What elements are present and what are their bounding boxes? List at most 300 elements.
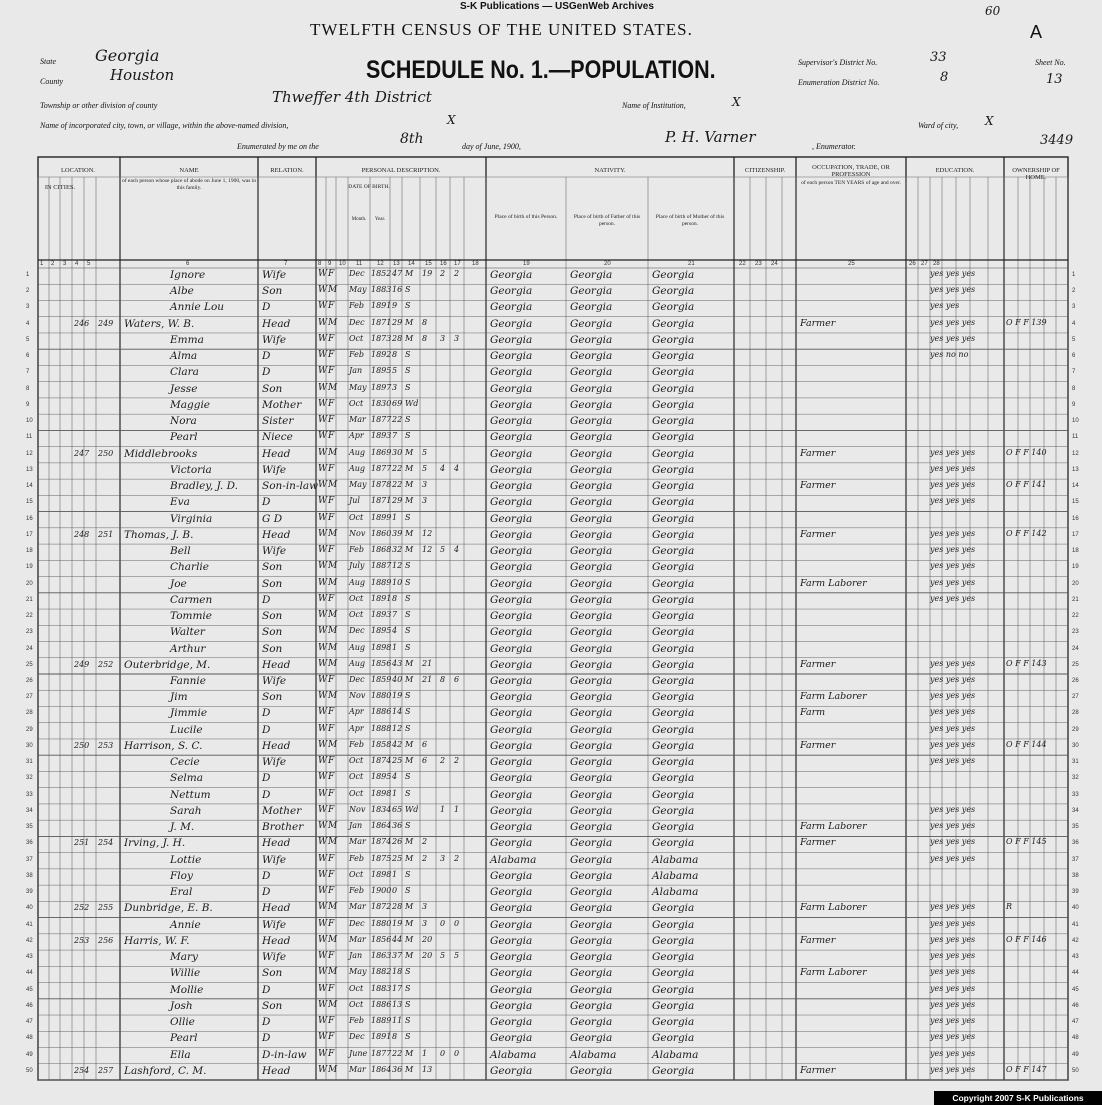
row-number: 4 — [26, 320, 30, 327]
row-number: 20 — [26, 580, 33, 587]
birthplace-mother: Georgia — [652, 431, 695, 444]
row-number: 23 — [26, 629, 33, 636]
education: yes yes yes — [930, 837, 976, 847]
row-number-right: 6 — [1072, 353, 1076, 360]
birthplace-person: Alabama — [490, 1048, 537, 1061]
race: W — [318, 528, 328, 539]
state-value: Georgia — [95, 46, 160, 65]
education: yes yes yes — [930, 902, 976, 912]
birth-year: 1858 — [371, 739, 392, 749]
race: W — [318, 772, 328, 783]
row-number-right: 23 — [1072, 629, 1079, 636]
sex: M — [328, 480, 338, 491]
person-name: Ollie — [170, 1016, 195, 1029]
occupation: Farmer — [800, 447, 836, 459]
row-number: 21 — [26, 596, 33, 603]
column-number: 20 — [604, 261, 611, 267]
age: 47 — [392, 269, 403, 278]
children-born: 3 — [440, 333, 446, 343]
dwelling-number: 248 — [74, 529, 90, 539]
row-number-right: 18 — [1072, 548, 1079, 555]
person-name: Ella — [170, 1048, 191, 1061]
dwelling-number: 252 — [74, 903, 90, 913]
hdr-location: LOCATION. — [60, 167, 96, 174]
family-number: 257 — [98, 1065, 114, 1075]
birth-year: 1900 — [371, 886, 392, 896]
column-number: 15 — [425, 261, 432, 267]
column-number: 4 — [75, 261, 79, 267]
birthplace-person: Georgia — [490, 285, 533, 298]
marital-status: M — [405, 1064, 414, 1074]
age: 42 — [392, 739, 403, 749]
race: W — [318, 886, 328, 897]
ownership: O F F 145 — [1006, 837, 1047, 847]
birth-year: 1887 — [371, 561, 392, 571]
children-born: 5 — [440, 951, 446, 961]
birth-year: 1889 — [371, 1016, 392, 1026]
person-name: Pearl — [170, 1032, 198, 1045]
sex: M — [328, 285, 338, 296]
person-name: Mollie — [170, 983, 204, 996]
birthplace-father: Georgia — [570, 675, 613, 687]
birthplace-father: Georgia — [570, 512, 613, 525]
age: 22 — [392, 1048, 403, 1058]
row-number-right: 15 — [1072, 499, 1079, 506]
birthplace-mother: Georgia — [652, 301, 695, 314]
age: 18 — [392, 967, 403, 977]
birthplace-person: Georgia — [490, 626, 533, 639]
birth-year: 1872 — [371, 902, 392, 912]
children-born: 1 — [440, 804, 446, 814]
race: W — [318, 512, 328, 523]
birthplace-person: Georgia — [490, 886, 533, 899]
person-name: Alma — [170, 350, 198, 363]
birth-month: Aug — [349, 463, 366, 473]
race: W — [318, 626, 328, 637]
age: 44 — [392, 934, 403, 944]
sex: F — [328, 333, 335, 344]
marital-status: M — [405, 545, 414, 555]
row-number-right: 34 — [1072, 807, 1079, 814]
birth-year: 1864 — [371, 821, 392, 831]
corner-mark: 60 — [985, 4, 1001, 18]
birth-month: Jan — [349, 366, 363, 376]
row-number: 15 — [26, 499, 33, 506]
marital-status: Wd — [405, 398, 419, 408]
birthplace-person: Georgia — [490, 756, 533, 769]
sex: M — [328, 382, 338, 393]
birthplace-mother: Georgia — [652, 642, 695, 655]
age: 8 — [392, 1032, 398, 1042]
ownership: R — [1006, 902, 1013, 912]
marital-status: M — [405, 902, 414, 912]
birthplace-father: Georgia — [570, 1032, 613, 1045]
birthplace-mother: Georgia — [652, 333, 695, 346]
relation: Niece — [262, 431, 293, 444]
sex: M — [328, 739, 338, 750]
birth-month: Mar — [349, 934, 366, 944]
row-number-right: 40 — [1072, 905, 1079, 912]
row-number-right: 28 — [1072, 710, 1079, 717]
row-number-right: 2 — [1072, 288, 1076, 295]
marital-status: Wd — [405, 804, 419, 814]
relation: D — [262, 366, 271, 379]
relation: Head — [262, 837, 291, 850]
row-number-right: 44 — [1072, 970, 1079, 977]
row-number: 39 — [26, 889, 33, 896]
sex: M — [328, 658, 338, 669]
birth-year: 1860 — [371, 528, 392, 538]
sex: M — [328, 967, 338, 978]
marital-status: M — [405, 658, 414, 668]
birth-month: Dec — [349, 269, 365, 278]
birthplace-father: Georgia — [570, 918, 613, 931]
person-name: Lucile — [170, 723, 203, 736]
education: yes yes yes — [930, 545, 976, 555]
birthplace-person: Georgia — [490, 821, 533, 834]
birthplace-father: Georgia — [570, 772, 613, 785]
children-born: 0 — [440, 918, 446, 928]
age: 1 — [392, 788, 398, 798]
row-number-right: 3 — [1072, 304, 1076, 311]
city-value: X — [447, 113, 456, 127]
occupation: Farm Laborer — [800, 967, 867, 979]
education: yes yes yes — [930, 1064, 976, 1074]
row-number: 33 — [26, 791, 33, 798]
birthplace-mother: Georgia — [652, 1032, 695, 1045]
birthplace-person: Georgia — [490, 463, 533, 476]
race: W — [318, 285, 328, 296]
occupation: Farm Laborer — [800, 821, 867, 833]
row-number-right: 50 — [1072, 1067, 1079, 1074]
row-number: 40 — [26, 905, 33, 912]
county-label: County — [40, 77, 64, 86]
row-number-right: 4 — [1072, 320, 1076, 327]
row-number-right: 42 — [1072, 937, 1079, 944]
birthplace-mother: Georgia — [652, 447, 695, 460]
person-name: Mary — [170, 951, 198, 964]
birth-month: Dec — [349, 317, 365, 327]
relation: D — [262, 707, 271, 720]
sex: F — [328, 415, 335, 426]
birth-month: May — [349, 382, 367, 392]
birthplace-person: Georgia — [490, 902, 533, 915]
sex: M — [328, 626, 338, 637]
age: 39 — [392, 528, 403, 538]
birth-year: 1856 — [371, 934, 392, 944]
birthplace-mother: Georgia — [652, 918, 695, 931]
race: W — [318, 1064, 328, 1075]
birth-year: 1883 — [371, 285, 392, 295]
column-number: 5 — [87, 261, 91, 267]
marital-status: S — [405, 366, 411, 376]
relation: Sister — [262, 415, 294, 428]
education: yes yes yes — [930, 804, 976, 814]
children-living: 4 — [454, 545, 460, 555]
years-married: 12 — [422, 545, 433, 555]
birthplace-person: Georgia — [490, 382, 533, 395]
birth-year: 1875 — [371, 853, 392, 863]
birthplace-mother: Georgia — [652, 463, 695, 476]
row-number: 14 — [26, 483, 33, 490]
birthplace-father: Georgia — [570, 593, 613, 606]
race: W — [318, 561, 328, 572]
birth-month: May — [349, 967, 367, 977]
education: yes yes yes — [930, 707, 976, 717]
years-married: 12 — [422, 528, 433, 538]
hdr-occupation-sub: of each person TEN YEARS of age and over. — [801, 180, 901, 186]
occupation: Farmer — [800, 934, 836, 946]
row-number-right: 7 — [1072, 369, 1076, 376]
birth-year: 1888 — [371, 723, 392, 733]
birthplace-person: Georgia — [490, 528, 533, 541]
birth-year: 1895 — [371, 366, 392, 376]
birthplace-mother: Alabama — [652, 886, 699, 899]
birthplace-father: Georgia — [570, 723, 613, 736]
education: yes yes yes — [930, 447, 976, 457]
row-number-right: 45 — [1072, 986, 1079, 993]
occupation: Farmer — [800, 1064, 836, 1076]
person-name: Tommie — [170, 610, 212, 623]
race: W — [318, 934, 328, 945]
marital-status: M — [405, 1048, 414, 1058]
age: 10 — [392, 577, 403, 587]
birthplace-father: Georgia — [570, 285, 613, 298]
education: yes yes yes — [930, 658, 976, 668]
birthplace-father: Georgia — [570, 1016, 613, 1029]
age: 1 — [392, 512, 398, 522]
sex: M — [328, 317, 338, 328]
race: W — [318, 366, 328, 377]
schedule-title: SCHEDULE No. 1.—POPULATION. — [366, 56, 716, 84]
relation: G D — [262, 512, 283, 525]
birthplace-father: Georgia — [570, 463, 613, 476]
person-name: Jimmie — [170, 707, 208, 720]
age: 69 — [392, 398, 403, 408]
race: W — [318, 496, 328, 507]
birthplace-person: Georgia — [490, 707, 533, 720]
education: yes yes yes — [930, 593, 976, 603]
marital-status: S — [405, 967, 411, 977]
township-label: Township or other division of county — [40, 101, 158, 110]
birthplace-mother: Georgia — [652, 675, 695, 687]
row-number: 19 — [26, 564, 33, 571]
birthplace-father: Georgia — [570, 934, 613, 947]
family-number: 254 — [98, 838, 114, 848]
birth-month: Aug — [349, 658, 366, 668]
age: 43 — [392, 658, 403, 668]
education: yes yes yes — [930, 723, 976, 733]
person-name: Jim — [170, 691, 188, 704]
row-number: 3 — [26, 304, 30, 311]
race: W — [318, 902, 328, 913]
birthplace-mother: Georgia — [652, 528, 695, 541]
column-number: 25 — [848, 261, 855, 267]
marital-status: M — [405, 934, 414, 944]
row-number-right: 41 — [1072, 921, 1079, 928]
age: 7 — [392, 610, 398, 620]
person-name: Albe — [170, 285, 194, 298]
city-label: Name of incorporated city, town, or village, within the above-named division, — [40, 121, 289, 130]
birth-month: Nov — [349, 528, 366, 538]
race: W — [318, 317, 328, 328]
birthplace-mother: Georgia — [652, 480, 695, 493]
marital-status: M — [405, 333, 414, 343]
marital-status: M — [405, 317, 414, 327]
age: 7 — [392, 431, 398, 441]
birthplace-mother: Georgia — [652, 902, 695, 915]
birthplace-mother: Alabama — [652, 853, 699, 866]
sex: F — [328, 853, 335, 864]
marital-status: M — [405, 951, 414, 961]
children-living: 4 — [454, 463, 460, 473]
age: 29 — [392, 496, 403, 506]
family-number: 249 — [98, 318, 114, 328]
person-name: Sarah — [170, 804, 202, 817]
person-name: Harrison, S. C. — [124, 739, 203, 752]
relation: Son — [262, 577, 283, 590]
person-name: Willie — [170, 967, 201, 980]
person-name: Lottie — [170, 853, 202, 866]
marital-status: S — [405, 1032, 411, 1042]
relation: Son — [262, 642, 283, 655]
person-name: Maggie — [170, 398, 211, 411]
birth-month: Dec — [349, 675, 365, 684]
day-suffix: day of June, 1900, — [462, 142, 521, 151]
children-living: 3 — [454, 333, 460, 343]
birthplace-mother: Alabama — [652, 869, 699, 882]
age: 11 — [392, 1016, 403, 1026]
occupation: Farmer — [800, 317, 836, 329]
relation: Son — [262, 561, 283, 574]
person-name: Middlebrooks — [124, 447, 198, 460]
race: W — [318, 301, 328, 312]
birthplace-mother: Georgia — [652, 707, 695, 720]
person-name: Charlie — [170, 561, 210, 574]
age: 22 — [392, 415, 403, 425]
race: W — [318, 707, 328, 718]
row-number: 31 — [26, 759, 33, 766]
marital-status: M — [405, 756, 414, 766]
relation: Son — [262, 610, 283, 623]
age: 17 — [392, 983, 403, 993]
race: W — [318, 967, 328, 978]
birthplace-person: Georgia — [490, 658, 533, 671]
birth-year: 1859 — [371, 675, 392, 684]
children-born: 0 — [440, 1048, 446, 1058]
birthplace-father: Georgia — [570, 756, 613, 769]
row-number: 50 — [26, 1067, 33, 1074]
row-number: 45 — [26, 986, 33, 993]
years-married: 3 — [422, 918, 428, 928]
marital-status: S — [405, 886, 411, 896]
birthplace-person: Georgia — [490, 561, 533, 574]
birthplace-father: Georgia — [570, 382, 613, 395]
birthplace-mother: Georgia — [652, 415, 695, 428]
birth-month: Apr — [349, 431, 364, 441]
birth-year: 1871 — [371, 496, 392, 506]
column-number: 23 — [755, 261, 762, 267]
relation: Wife — [262, 269, 287, 281]
dwelling-number: 249 — [74, 659, 90, 669]
occupation: Farmer — [800, 658, 836, 670]
row-number-right: 43 — [1072, 954, 1079, 961]
birthplace-mother: Georgia — [652, 772, 695, 785]
years-married: 5 — [422, 447, 428, 457]
birthplace-person: Georgia — [490, 999, 533, 1012]
birth-month: Oct — [349, 999, 364, 1009]
row-number-right: 27 — [1072, 694, 1079, 701]
row-number: 29 — [26, 726, 33, 733]
education: yes yes yes — [930, 317, 976, 327]
birthplace-mother: Georgia — [652, 626, 695, 639]
birth-month: July — [349, 561, 365, 571]
birthplace-father: Georgia — [570, 415, 613, 428]
education: yes no no — [930, 350, 969, 360]
race: W — [318, 333, 328, 344]
hdr-citizenship: CITIZENSHIP. — [744, 167, 786, 174]
birth-month: Oct — [349, 756, 364, 766]
education: yes yes yes — [930, 269, 976, 278]
birthplace-mother: Georgia — [652, 804, 695, 817]
birthplace-father: Georgia — [570, 561, 613, 574]
race: W — [318, 675, 328, 685]
birth-year: 1834 — [371, 804, 392, 814]
age: 5 — [392, 366, 398, 376]
row-number-right: 17 — [1072, 531, 1079, 538]
relation: D — [262, 788, 271, 801]
row-number-right: 8 — [1072, 385, 1076, 392]
relation: Wife — [262, 853, 287, 866]
dwelling-number: 247 — [74, 448, 90, 458]
row-number: 12 — [26, 450, 33, 457]
supervisor-label: Supervisor's District No. — [798, 58, 878, 67]
row-number-right: 22 — [1072, 613, 1079, 620]
birth-year: 1898 — [371, 788, 392, 798]
race: W — [318, 1048, 328, 1059]
birth-month: Mar — [349, 902, 366, 912]
birthplace-mother: Georgia — [652, 545, 695, 558]
relation: D — [262, 1032, 271, 1045]
row-number-right: 46 — [1072, 1002, 1079, 1009]
education: yes yes yes — [930, 756, 976, 766]
hdr-occupation: OCCUPATION, TRADE, OR PROFESSION — [812, 164, 890, 178]
birth-year: 1863 — [371, 951, 392, 961]
birth-year: 1898 — [371, 869, 392, 879]
ownership: O F F 143 — [1006, 658, 1047, 668]
sex: F — [328, 431, 335, 442]
birthplace-person: Georgia — [490, 691, 533, 704]
birthplace-father: Georgia — [570, 528, 613, 541]
birth-year: 1869 — [371, 447, 392, 457]
relation: Head — [262, 447, 291, 460]
row-number: 5 — [26, 336, 30, 343]
enumerator-label: , Enumerator. — [812, 142, 856, 151]
birth-month: Nov — [349, 691, 366, 701]
birthplace-mother: Georgia — [652, 382, 695, 395]
birth-month: Aug — [349, 642, 366, 652]
marital-status: M — [405, 447, 414, 457]
family-number: 250 — [98, 448, 114, 458]
relation: Brother — [262, 821, 304, 834]
relation: Wife — [262, 675, 287, 687]
birth-month: Nov — [349, 804, 366, 814]
age: 4 — [392, 772, 398, 782]
education: yes yes yes — [930, 528, 976, 538]
birth-month: Mar — [349, 837, 366, 847]
day-value: 8th — [400, 131, 424, 147]
children-born: 2 — [440, 756, 446, 766]
